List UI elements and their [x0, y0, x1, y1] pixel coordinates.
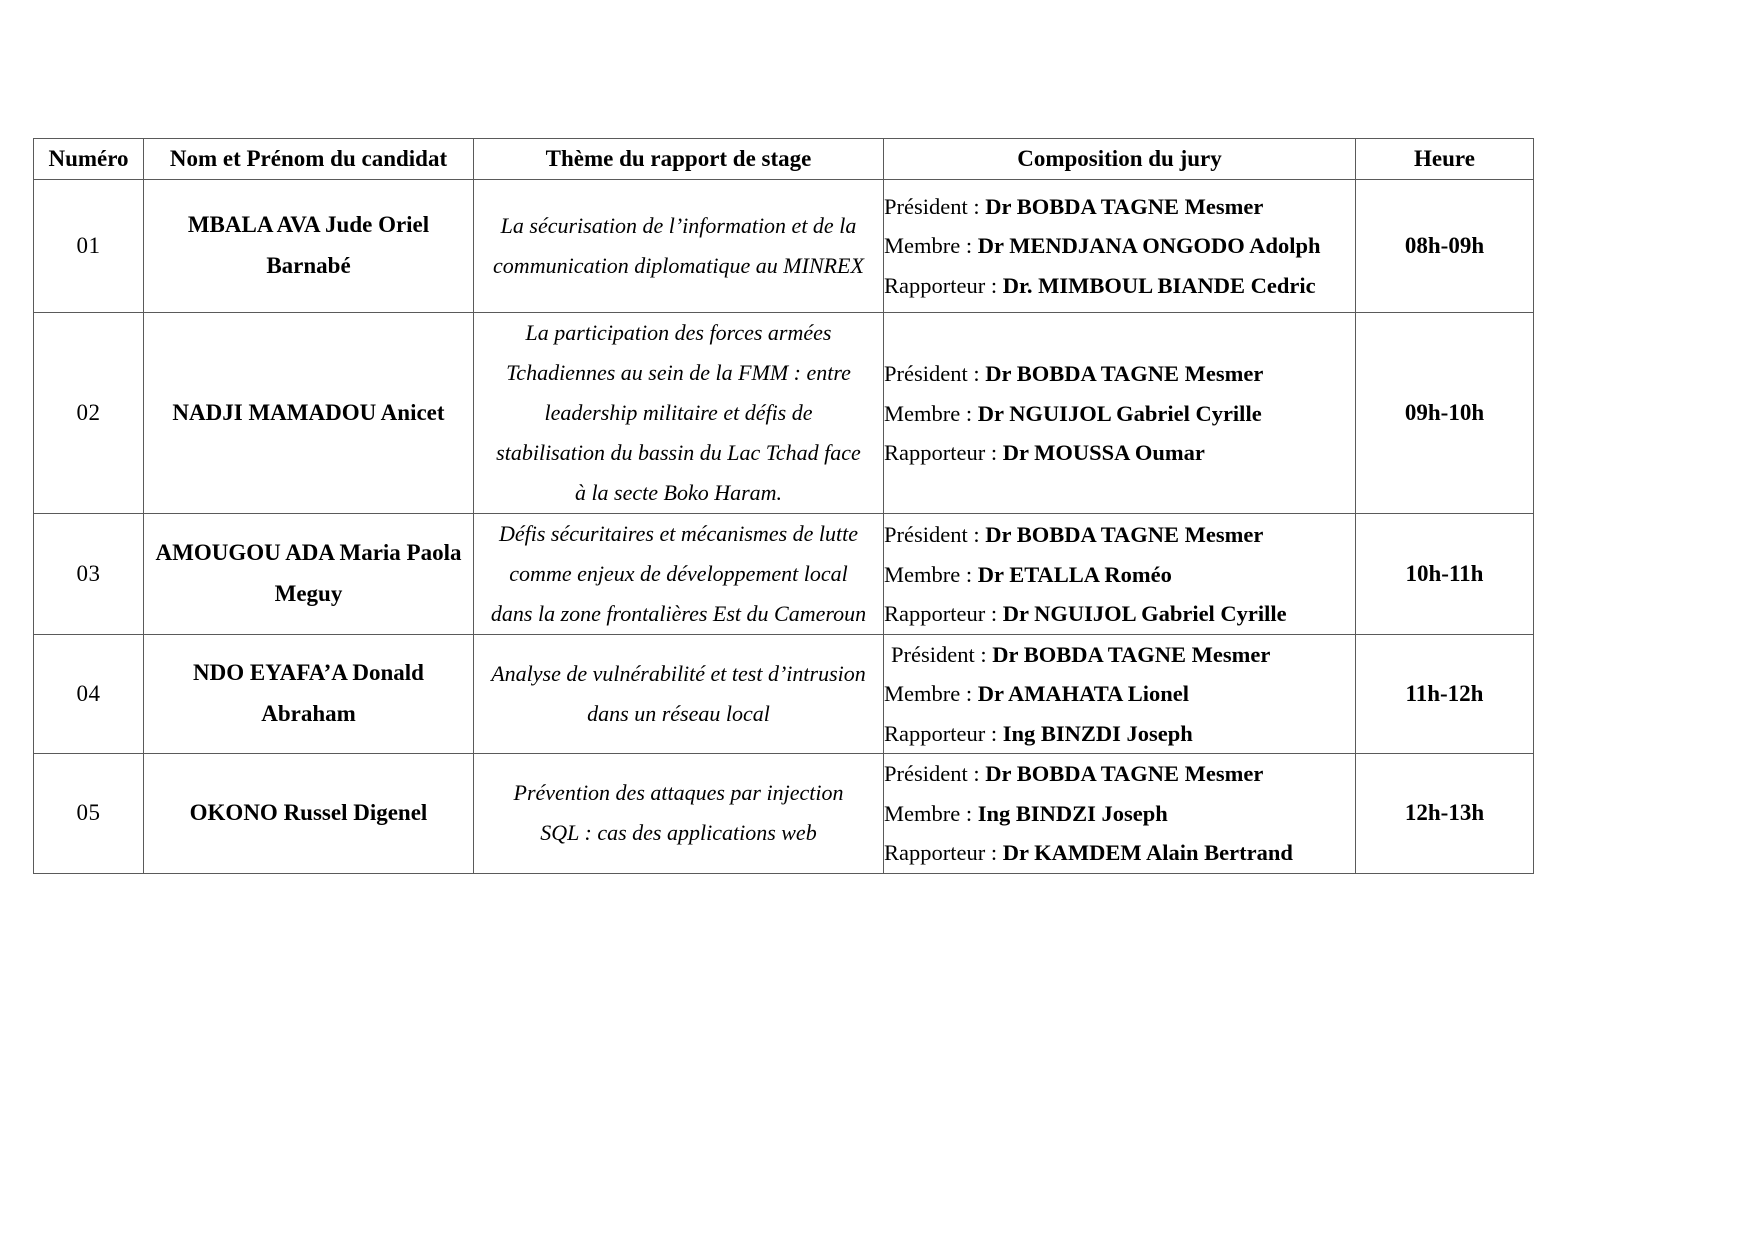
theme-line: La participation des forces armées — [525, 320, 832, 345]
jury-member-line — [884, 187, 1355, 226]
jury-member-line — [884, 433, 1355, 472]
column-header-heure: Heure — [1356, 139, 1534, 180]
jury-role-label: Rapporteur : — [884, 439, 1003, 465]
jury-member-line — [884, 515, 1355, 554]
jury-person-name: Dr BOBDA TAGNE Mesmer — [985, 194, 1264, 220]
theme-line: leadership militaire et défis de — [544, 400, 813, 426]
theme-line: comme enjeux de développement local — [509, 561, 848, 587]
cell-candidate-name: AMOUGOU ADA Maria Paola Meguy — [144, 514, 474, 635]
column-header-jury: Composition du jury — [884, 139, 1356, 180]
jury-role-label: Président : — [884, 522, 986, 548]
jury-role-label: Président : — [884, 761, 986, 787]
jury-role-label: Membre : — [884, 681, 978, 707]
cell-candidate-name: MBALA AVA Jude Oriel Barnabé — [144, 180, 474, 313]
cell-theme — [474, 313, 884, 514]
theme-line: Défis sécuritaires et mécanismes de lutte — [498, 521, 859, 547]
cell-heure: 11h-12h — [1356, 635, 1534, 753]
cell-theme — [474, 753, 884, 873]
column-header-numero: Numéro — [34, 139, 144, 180]
table-row — [34, 180, 1534, 313]
jury-role-label: Président : — [884, 194, 986, 220]
theme-line: SQL : cas des applications web — [540, 820, 817, 846]
table-row — [34, 753, 1534, 873]
theme-line: Tchadiennes au sein de la FMM : entre — [506, 360, 851, 386]
jury-role-label: Président : — [891, 642, 993, 668]
jury-role-label: Membre : — [884, 561, 978, 587]
cell-jury — [884, 180, 1356, 313]
cell-candidate-name: OKONO Russel Digenel — [144, 753, 474, 873]
cell-heure: 09h-10h — [1356, 313, 1534, 514]
cell-jury — [884, 313, 1356, 514]
cell-heure: 10h-11h — [1356, 514, 1534, 635]
jury-person-name: Dr MOUSSA Oumar — [1002, 439, 1205, 465]
jury-role-label: Membre : — [884, 800, 978, 826]
cell-theme — [474, 635, 884, 753]
jury-role-label: Rapporteur : — [884, 839, 1003, 865]
cell-jury — [884, 635, 1356, 753]
cell-numero: 05 — [34, 753, 144, 873]
jury-member-line — [884, 555, 1355, 594]
defense-schedule-table — [33, 138, 1534, 874]
jury-role-label: Rapporteur : — [884, 272, 1003, 298]
theme-line: communication diplomatique au MINREX — [493, 253, 864, 278]
jury-person-name: Dr MENDJANA ONGODO Adolph — [977, 233, 1321, 259]
table-row — [34, 635, 1534, 753]
cell-numero: 04 — [34, 635, 144, 753]
jury-person-name: Ing BINDZI Joseph — [977, 800, 1168, 826]
column-header-candidat: Nom et Prénom du candidat — [144, 139, 474, 180]
jury-role-label: Président : — [884, 361, 986, 387]
jury-member-line — [884, 394, 1355, 433]
jury-member-line — [884, 354, 1355, 393]
column-header-theme: Thème du rapport de stage — [474, 139, 884, 180]
cell-jury — [884, 514, 1356, 635]
table-body — [34, 180, 1534, 874]
jury-member-line — [884, 594, 1355, 633]
jury-member-line — [884, 714, 1355, 753]
jury-person-name: Dr BOBDA TAGNE Mesmer — [992, 642, 1271, 668]
theme-line: Analyse de vulnérabilité et test d’intrusion — [491, 660, 866, 686]
theme-line: dans la zone frontalières Est du Cameroun — [490, 601, 867, 627]
jury-person-name: Dr AMAHATA Lionel — [977, 681, 1189, 707]
cell-theme — [474, 180, 884, 313]
cell-heure: 08h-09h — [1356, 180, 1534, 313]
cell-candidate-name: NDO EYAFA’A Donald Abraham — [144, 635, 474, 753]
table-header-row — [34, 139, 1534, 180]
jury-role-label: Rapporteur : — [884, 600, 1003, 626]
jury-member-line — [884, 794, 1355, 833]
jury-member-line — [884, 635, 1355, 674]
jury-person-name: Dr BOBDA TAGNE Mesmer — [985, 361, 1264, 387]
jury-member-line — [884, 674, 1355, 713]
cell-heure: 12h-13h — [1356, 753, 1534, 873]
jury-member-line — [884, 754, 1355, 793]
jury-person-name: Dr BOBDA TAGNE Mesmer — [985, 761, 1264, 787]
theme-line: Prévention des attaques par injection — [513, 780, 844, 806]
cell-numero: 01 — [34, 180, 144, 313]
jury-person-name: Dr. MIMBOUL BIANDE Cedric — [1002, 272, 1316, 298]
cell-numero: 03 — [34, 514, 144, 635]
cell-jury — [884, 753, 1356, 873]
table-row — [34, 313, 1534, 514]
theme-line: La sécurisation de l’information et de la — [500, 212, 857, 238]
jury-person-name: Ing BINZDI Joseph — [1002, 720, 1193, 746]
jury-member-line — [884, 226, 1355, 265]
jury-person-name: Dr KAMDEM Alain Bertrand — [1002, 839, 1293, 865]
jury-member-line — [884, 833, 1355, 872]
jury-person-name: Dr ETALLA Roméo — [977, 561, 1172, 587]
jury-person-name: Dr BOBDA TAGNE Mesmer — [985, 522, 1264, 548]
jury-role-label: Rapporteur : — [884, 720, 1003, 746]
cell-theme — [474, 514, 884, 635]
jury-person-name: Dr NGUIJOL Gabriel Cyrille — [1002, 600, 1287, 626]
cell-numero: 02 — [34, 313, 144, 514]
jury-role-label: Membre : — [884, 400, 978, 426]
jury-member-line — [884, 266, 1355, 305]
jury-role-label: Membre : — [884, 233, 978, 259]
cell-candidate-name: NADJI MAMADOU Anicet — [144, 313, 474, 514]
theme-line: à la secte Boko Haram. — [574, 480, 783, 506]
theme-line: dans un réseau local — [587, 700, 770, 726]
table-row — [34, 514, 1534, 635]
theme-line: stabilisation du bassin du Lac Tchad face — [496, 440, 861, 466]
jury-person-name: Dr NGUIJOL Gabriel Cyrille — [977, 400, 1262, 426]
